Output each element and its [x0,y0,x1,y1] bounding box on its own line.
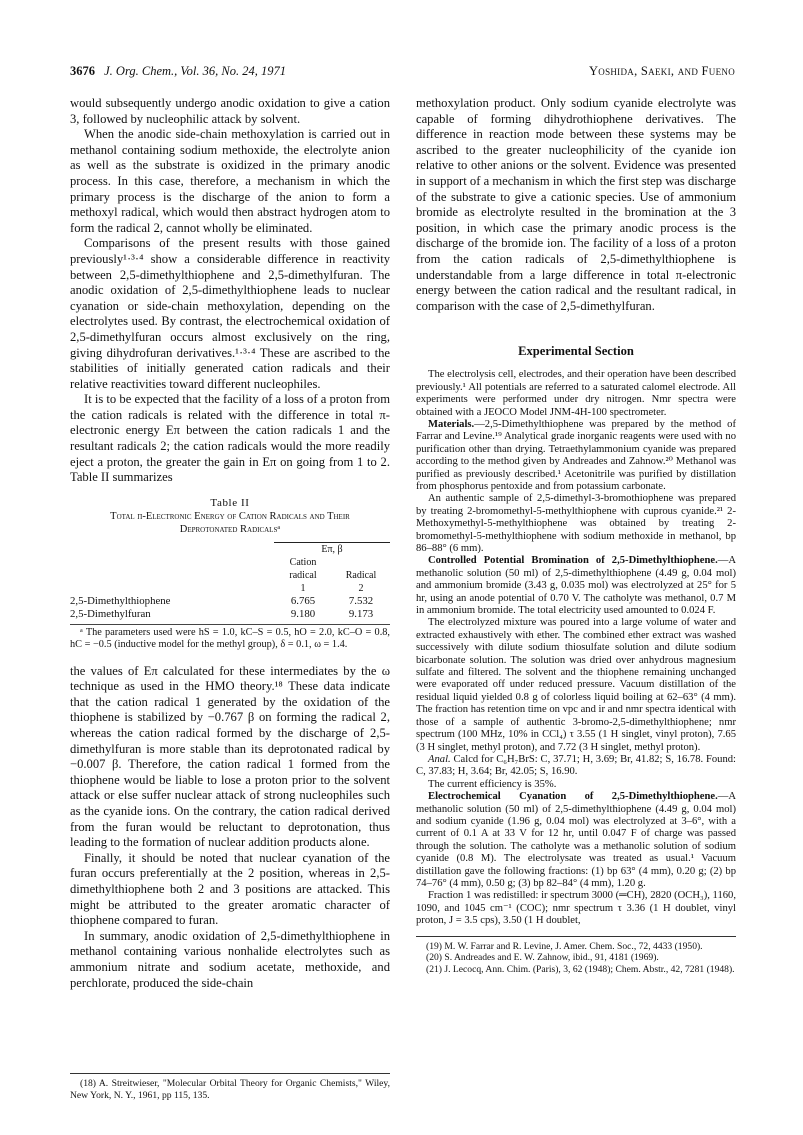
table-row: 2,5-Dimethylthiophene 6.765 7.532 [70,594,374,607]
paragraph: Comparisons of the present results with those gained previously¹·³·⁴ show a considerable difference in reactivity between 2,5-dimethylthiophene and 2,5-dimethylfuran. The anodic oxidation of 2,5-dimethylthiophene leads to nuclear cyanation or side-chain methoxylation, depending on the electrolytes used. By contrast, the electrochemical oxidation of 2,5-dimethylfuran occurs almost exclusively on the ring, giving dihydrofuran derivatives.¹·³·⁴ These are ascribed to the stabilities of initially generated cation radicals and their relative reactivities toward different nucleophiles. [70,236,390,391]
table-caption-line2: Deprotonated Radicalsᵃ [179,523,281,535]
table-row: 2,5-Dimethylfuran 9.180 9.173 [70,607,374,620]
paragraph: methoxylation product. Only sodium cyanide electrolyte was capable of forming dihydrothiophene derivatives. The difference in reaction mode between these systems may be ascribed to the greater nucleophilicity of the cyanide ion relative to other anions or the solvent. Evidence was presented in support of a mechanism in which the first step was discharge of the substrate to give a cationic species. Use of ammonium bromide as electrolyte resulted in the bromination at the 3 position, in which case the primary anodic process is the discharge of the bromide ion. The facility of a loss of a proton from the cation radicals of 2,5-dimethylthiophene is understandable from a large difference in total π-electronic energy between the cation radical and the resultant radical, in comparison with the case of 2,5-dimethylfuran. [416,96,736,313]
exp-paragraph: Materials.—2,5-Dimethylthiophene was prepared by the method of Farrar and Levine.¹⁹ Analytical grade inorganic reagents were used with no purification other than drying. Tetraethylammonium cyanide was prepared according to the method given by Andreades and Zahnow.²⁰ Methanol was purified as previously described.¹ Acetonitrile was purified by distillation from phosphorus pentoxide and from potassium carbonate. [416,418,736,492]
exp-paragraph: Controlled Potential Bromination of 2,5-Dimethylthiophene.—A methanolic solution (50 ml) of 2,5-dimethylthiophene (4.49 g, 0.04 mol) and ammonium bromide (3.43 g, 0.035 mol) was electrolyzed at 25° for 5 hr, using an anode potential of 0.70 V. The catholyte was methanol, 0.7 M in ammonium bromide. The total electricity used amounted to 0.024 F. [416,555,736,617]
running-header [70,64,735,82]
paragraph: When the anodic side-chain methoxylation is carried out in methanol containing sodium methoxide, the electrolyte anion as well as the substrate is oxidized in the primary anodic process. In this case, therefore, a mechanism in which the primary process is the discharge of the anion to form a methoxyl radical, which would then abstract hydrogen atom to form the radical 2, cannot wholly be eliminated. [70,127,390,235]
left-column [70,96,390,991]
footnote: (21) J. Lecocq, Ann. Chim. (Paris), 3, 62 (1948); Chem. Abstr., 42, 7281 (1948). [426,963,735,975]
page-number: 3676 [70,64,95,78]
left-footnotes [70,1065,390,1101]
section-title: Experimental Section [518,344,634,359]
exp-paragraph: Anal. Calcd for C₆H₇BrS: C, 37.71; H, 3.69; Br, 41.82; S, 16.78. Found: C, 37.83; H, 3.64; Br, 42.05; S, 16.90. [416,753,736,778]
energy-table [70,542,390,621]
footnote-rule [416,936,736,937]
col-header-radical: Radical 2 [345,569,377,594]
exp-paragraph: An authentic sample of 2,5-dimethyl-3-bromothiophene was prepared by treating 2-bromomethyl-5-methylthiophene with cuprous cyanide.²¹ 2-Methoxymethyl-5-methylthiophene was obtained by treating 2-bromomethyl-5-methylthiophene with sodium methoxide in methanol, bp 86–88° (6 mm). [416,493,736,554]
exp-paragraph: Electrochemical Cyanation of 2,5-Dimethylthiophene.—A methanolic solution (50 ml) of 2,5-dimethylthiophene (4.49 g, 0.04 mol) and sodium cyanide (1.96 g, 0.04 mol) was electrolyzed at 3–6°, with a current of 0.1 A at 33 V for 12 hr, until 0.047 F of charge was passed through the solution. The catholyte was a methanolic solution of sodium cyanide (0.8 M). The electrolysate was treated as usual.¹ Vacuum distillation gave the following fractions: (1) bp 63° (4 mm), 0.20 g; (2) bp 74–76° (4 mm), 0.50 g; (3) bp 82–84° (4 mm), 1.20 g. [416,791,736,889]
journal-citation: J. Org. Chem., Vol. 36, No. 24, 1971 [104,64,286,78]
paragraph: Finally, it should be noted that nuclear cyanation of the furan occurs preferentially at the 2 position, whereas in 2,5-dimethylthiophene both 2 and 3 positions are attacked. This might be attributed to the greater aromatic character of thiophene compared to furan. [70,850,390,928]
footnote: (19) M. W. Farrar and R. Levine, J. Amer. Chem. Soc., 72, 4433 (1950). [426,940,703,952]
table-title: Table II [210,496,250,509]
table-caption-line1: Total π-Electronic Energy of Cation Radicals and Their [110,510,350,522]
paragraph: would subsequently undergo anodic oxidation to give a cation 3, followed by nucleophilic attack by solvent. [70,96,390,126]
exp-paragraph: The electrolyzed mixture was poured into a large volume of water and extracted exhaustively with ether. The combined ether extract was washed successively with dilute sodium thiosulfate solution and dilute sodium bicarbonate solution. The solution was dried over anhydrous magnesium sulfate and filtered. The solvent and the thiophene remaining unchanged were evaporated off under reduced pressure. Vacuum distillation of the residual liquid yielded 0.8 g of colorless liquid boiling at 62–63° (4 mm). The fraction has retention time on vpc and ir and nmr spectra identical with those of a sample of authentic 3-bromo-2,5-dimethylthiophene; nmr spectrum (100 MHz, 10% in CCl₄) τ 3.55 (1 H singlet, vinyl proton), 7.65 (3 H singlet, methyl proton), and 7.72 (3 H singlet, methyl proton). [416,617,736,753]
exp-paragraph: The electrolysis cell, electrodes, and their operation have been described previously.¹ All potentials are referred to a saturated calomel electrode. All experiments were performed under dry nitrogen. Nmr spectra were obtained with a JEOCO Model JNM-4H-100 spectrometer. [416,369,736,418]
right-column [416,96,736,975]
paragraph: the values of Eπ calculated for these intermediates by the ω technique as used in the HMO theory.¹⁸ These data indicate that the cation radical 1 generated by the oxidation of the thiophene is stabilized by −0.767 β on forming the radical 2, whereas the cation radical formed by the discharge of 2,5-dimethylfuran is more stable than its deprotonated radical by −0.007 β. Therefore, the cation radical 1 formed from the thiophene would be liable to lose a proton prior to the solvent attack or else suffer nuclear attack of strong nucleophiles such as the cyanide ions. On the contrary, the cation radical derived from the furan would be reluctant to deprotonation, thus leading to the formation of nuclear addition products alone. [70,663,390,850]
table-footnote: ᵃ The parameters used were hS = 1.0, kC–S = 0.5, hO = 2.0, kC–O = 0.8, hC = −0.5 (inductive model for the methyl group), δ = 0.1, ω = 1.4. [70,624,390,652]
footnote: (18) A. Streitwieser, "Molecular Orbital Theory for Organic Chemists," Wiley, New York, N. Y., 1961, pp 115, 135. [70,1078,390,1101]
header-left [70,64,286,79]
header-authors: Yoshida, Saeki, and Fueno [588,64,735,78]
col-header-cation: Cation radical 1 [289,556,317,594]
exp-paragraph: The current efficiency is 35%. [428,778,557,790]
paragraph: It is to be expected that the facility of a loss of a proton from the cation radicals is related with the difference in total π-electronic energy Eπ between the cation radicals 1 and the resultant radicals 2; the cation radicals would the more readily eject a proton, the greater the gain in Eπ on going from 1 to 2. Table II summarizes [70,392,390,485]
footnote: (20) S. Andreades and E. W. Zahnow, ibid., 91, 4181 (1969). [426,952,659,964]
exp-paragraph: Fraction 1 was redistilled: ir spectrum 3000 (═CH), 2820 (OCH₃), 1160, 1090, and 1045 cm⁻¹ (COC); nmr spectrum τ 3.36 (1 H doublet, vinyl proton, J = 3.5 cps), 3.50 (1 H doublet, [416,890,736,927]
paragraph: In summary, anodic oxidation of 2,5-dimethylthiophene in methanol containing various nonhalide electrolytes such as ammonium nitrate and sodium acetate, methoxide, and perchlorate, produced the side-chain [70,928,390,990]
footnote-rule [70,1073,390,1074]
table-group-header: Eπ, β [274,542,390,556]
